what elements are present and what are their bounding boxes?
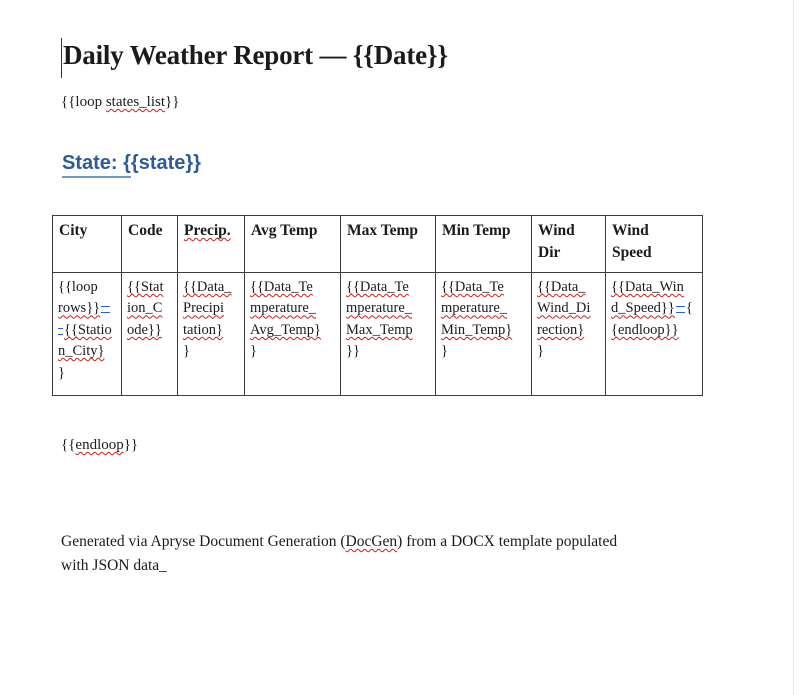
table-data-cell [436,273,532,396]
document-title: Daily Weather Report — {{Date}} [63,40,448,70]
text-run: }} [346,343,360,360]
table-header-row [53,216,703,273]
spellcheck-flagged-text: {endloop}} [611,321,679,338]
spellcheck-flagged-text: mperature_ [346,300,413,317]
footer-note [61,530,701,577]
state-heading-underlined: State: { [62,152,131,178]
spellcheck-flagged-text: states_list [105,94,165,110]
spellcheck-flagged-text: {{Stat [127,279,164,295]
grammar-check-mark [101,306,110,313]
header-label: Avg Temp [251,222,318,239]
table-template-row [53,273,703,396]
table-header-cell [178,216,245,273]
table-data-cell [606,273,703,396]
text-run: } [441,343,448,360]
table-data-cell [178,273,245,396]
text-run: } [250,343,257,360]
text-run: {{loop [58,279,98,295]
spellcheck-flagged-text: {{Data_ [537,279,586,295]
header-label: Min Temp [442,222,511,239]
text-run: } [537,343,544,360]
grammar-check-mark [676,306,685,313]
spellcheck-flagged-text: tation} [183,321,223,338]
spellcheck-flagged-text: {{Data_ [183,279,232,295]
state-heading-rest: {state}} [130,152,201,174]
spellcheck-flagged-text: DocGen [345,533,398,550]
text-run: ) from a DOCX template populated [397,533,618,550]
footer-line-2 [61,554,701,578]
text-run: {{loop [61,94,106,110]
spellcheck-flagged-text: {{Data_Win [611,279,684,295]
spellcheck-flagged-text: mperature_ [250,300,317,317]
text-run: }} [165,94,180,110]
header-label: Dir [538,244,561,261]
spellcheck-flagged-text: {{Data_Te [250,279,313,295]
text-run: Generated via Apryse Document Generation ( [61,533,346,550]
table-header-cell [532,216,606,273]
table-header-cell [436,216,532,273]
table-header-cell [245,216,341,273]
spellcheck-flagged-text: rows}} [58,300,101,317]
header-label: City [59,222,88,239]
table-data-cell [53,273,122,396]
spellcheck-flagged-text: Wind_Di [537,300,591,317]
table-header-cell [122,216,178,273]
text-run: {{ [61,437,76,453]
header-label: Speed [612,244,652,261]
text-run: }} [123,437,139,453]
spellcheck-flagged-text: {{Data_Te [441,279,504,295]
text-run: } [58,364,65,381]
table-header-cell [341,216,436,273]
table-data-cell [532,273,606,396]
weather-table [52,215,703,396]
footer-line-1 [61,530,701,554]
spellcheck-flagged-text: {{Statio [64,321,112,338]
spellcheck-flagged-text: mperature_ [441,300,508,317]
spellcheck-flagged-text: Min_Temp} [441,321,513,338]
text-run: } [183,343,190,360]
loop-open-tag [61,94,179,111]
header-label: Wind [538,222,575,239]
table-data-cell [122,273,178,396]
spellcheck-flagged-text: Precipi [183,300,225,317]
header-label: Code [128,222,163,239]
table-header-cell [606,216,703,273]
spellcheck-flagged-text: rection} [537,321,585,338]
text-run: { [685,300,693,317]
state-heading [62,152,201,175]
spellcheck-flagged-text: endloop [75,437,124,453]
spellcheck-flagged-text: ode}} [127,321,162,338]
spellcheck-flagged-text: n_City} [58,343,105,360]
header-label: Wind [612,222,649,239]
window-edge-line [793,0,794,695]
spellcheck-flagged-text: {{Data_Te [346,279,409,295]
spellcheck-flagged-text: Avg_Temp} [250,321,321,338]
spellcheck-flagged-text: ion_C [127,300,163,317]
header-label: Max Temp [347,222,419,239]
spellcheck-flagged-text: d_Speed}} [611,300,675,317]
text-run: with JSON data_ [61,556,167,574]
grammar-check-mark [58,328,63,335]
header-label: Precip. [184,222,231,239]
loop-close-tag [61,437,138,454]
text-cursor [61,38,62,78]
table-data-cell [245,273,341,396]
table-data-cell [341,273,436,396]
spellcheck-flagged-text: Max_Temp [346,321,413,338]
table-header-cell [53,216,122,273]
